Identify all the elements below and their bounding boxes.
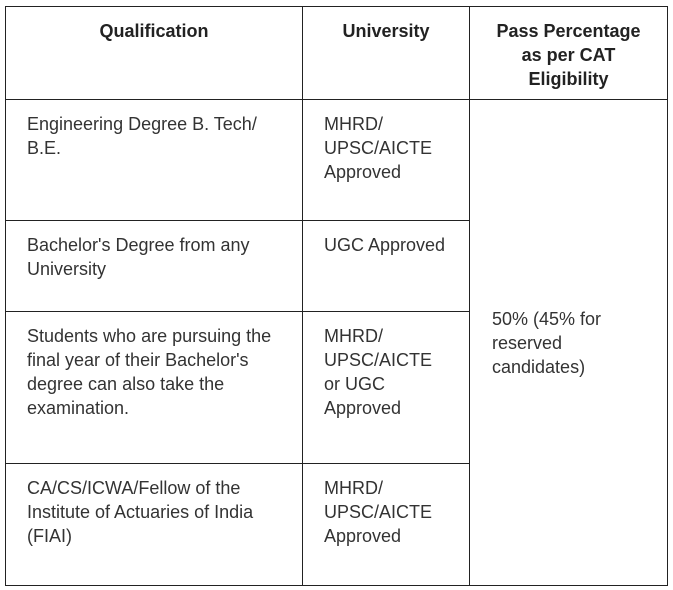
header-university: University xyxy=(303,7,470,100)
university-cell: MHRD/ UPSC/AICTE Approved xyxy=(303,464,470,586)
table-header-row xyxy=(6,7,668,100)
table-row xyxy=(6,100,668,221)
pass-percentage-cell: 50% (45% for reserved candidates) xyxy=(470,100,668,586)
header-pass-percentage: Pass Percentage as per CAT Eligibility xyxy=(470,7,668,100)
university-cell: MHRD/ UPSC/AICTE or UGC Approved xyxy=(303,312,470,464)
university-cell: MHRD/ UPSC/AICTE Approved xyxy=(303,100,470,221)
eligibility-table xyxy=(5,6,668,586)
header-qualification: Qualification xyxy=(6,7,303,100)
university-cell: UGC Approved xyxy=(303,221,470,312)
qualification-cell: Bachelor's Degree from any University xyxy=(6,221,303,312)
qualification-cell: CA/CS/ICWA/Fellow of the Institute of Actuaries of India (FIAI) xyxy=(6,464,303,586)
qualification-cell: Engineering Degree B. Tech/ B.E. xyxy=(6,100,303,221)
qualification-cell: Students who are pursuing the final year of their Bachelor's degree can also take the examination. xyxy=(6,312,303,464)
